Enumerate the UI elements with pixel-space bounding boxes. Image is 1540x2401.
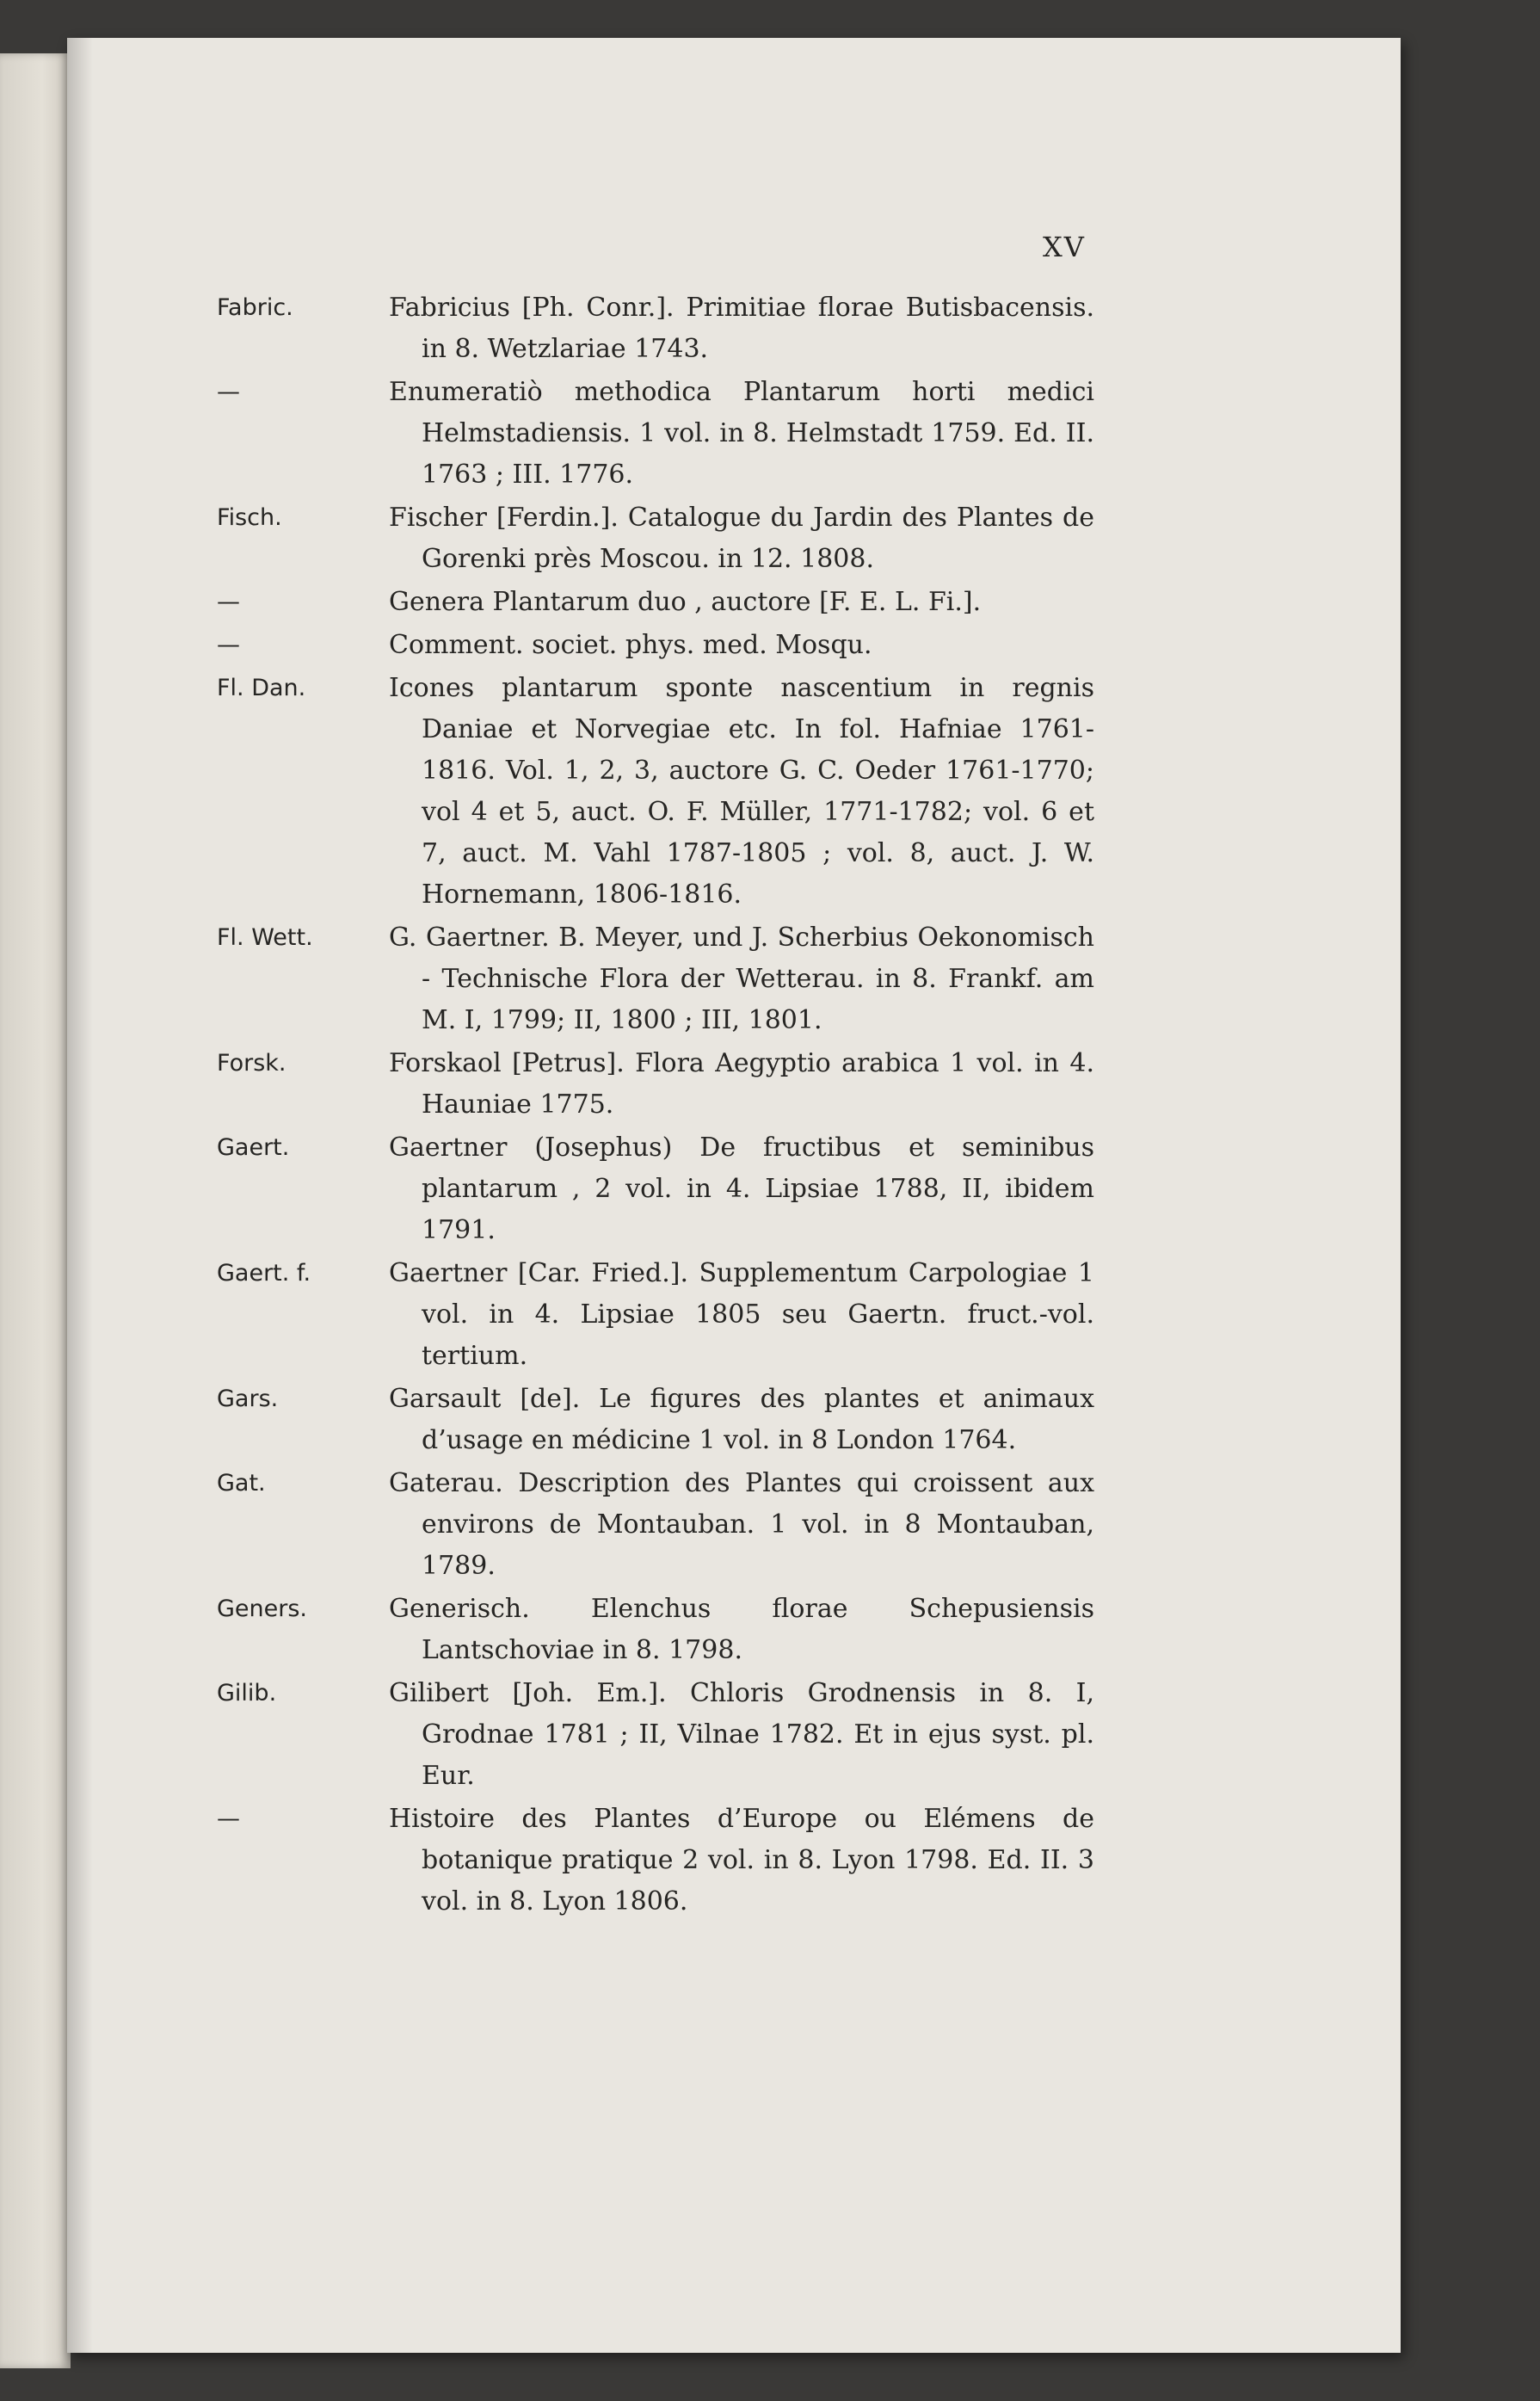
bibliography-entry: [217, 668, 1094, 916]
entry-text: Gaterau. Description des Plantes qui croissent aux environs de Montauban. 1 vol. in 8 Montauban, 1789.: [389, 1468, 1094, 1581]
entry-abbreviation: —: [217, 1805, 240, 1832]
bibliography-entry: [217, 1589, 1094, 1671]
entry-text: Fischer [Ferdin.]. Catalogue du Jardin des Plantes de Gorenki près Moscou. in 12. 1808.: [389, 503, 1094, 574]
bibliography-entry: [217, 917, 1094, 1041]
entry-abbreviation: —: [217, 589, 240, 615]
bibliography-entry: [217, 497, 1094, 580]
entry-text: Gilibert [Joh. Em.]. Chloris Grodnensis in 8. I, Grodnae 1781 ; II, Vilnae 1782. Et in ejus syst. pl. Eur.: [389, 1678, 1094, 1791]
entry-abbreviation: Fisch.: [217, 504, 282, 531]
entry-text: Garsault [de]. Le figures des plantes et animaux d’usage en médicine 1 vol. in 8 London 1764.: [389, 1384, 1094, 1455]
entry-abbreviation: —: [217, 632, 240, 658]
bibliography-entry: [217, 625, 1094, 666]
entry-abbreviation: Geners.: [217, 1596, 308, 1622]
page-number: XV: [1043, 231, 1086, 263]
bibliography-entry: [217, 582, 1094, 623]
bibliography-entry: [217, 372, 1094, 496]
entry-abbreviation: Gars.: [217, 1386, 279, 1412]
bibliography-entry: [217, 1463, 1094, 1587]
entry-text: Histoire des Plantes d’Europe ou Elémens de botanique pratique 2 vol. in 8. Lyon 1798. Ed. II. 3 vol. in 8. Lyon 1806.: [389, 1804, 1094, 1916]
bibliography-entry: [217, 1253, 1094, 1377]
entry-text: Genera Plantarum duo , auctore [F. E. L. Fi.].: [389, 587, 982, 617]
entry-abbreviation: Fl. Dan.: [217, 675, 306, 701]
entry-abbreviation: Gat.: [217, 1470, 266, 1497]
entry-text: Icones plantarum sponte nascentium in regnis Daniae et Norvegiae etc. In fol. Hafniae 1761-1816. Vol. 1, 2, 3, auctore G. C. Oeder 1761-1770; vol 4 et 5, auct. O. F. Müller, 1771-1782; vol. 6 et 7, auct. M. Vahl 1787-1805 ; vol. 8, auct. J. W. Hornemann, 1806-1816.: [389, 673, 1094, 910]
bibliography-list: [217, 287, 1094, 1924]
entry-abbreviation: Gaert.: [217, 1134, 290, 1161]
entry-text: Comment. societ. phys. med. Mosqu.: [389, 630, 872, 660]
entry-abbreviation: —: [217, 379, 240, 405]
entry-text: Fabricius [Ph. Conr.]. Primitiae florae Butisbacensis. in 8. Wetzlariae 1743.: [389, 293, 1094, 364]
entry-text: Gaertner [Car. Fried.]. Supplementum Carpologiae 1 vol. in 4. Lipsiae 1805 seu Gaertn. fruct.-vol. tertium.: [389, 1258, 1094, 1371]
bibliography-entry: [217, 1673, 1094, 1797]
bibliography-entry: [217, 1127, 1094, 1251]
bibliography-entry: [217, 287, 1094, 370]
entry-abbreviation: Forsk.: [217, 1050, 286, 1077]
entry-abbreviation: Fabric.: [217, 294, 293, 321]
entry-abbreviation: Gilib.: [217, 1680, 277, 1707]
facing-page-edge: [0, 53, 71, 2368]
entry-text: Gaertner (Josephus) De fructibus et seminibus plantarum , 2 vol. in 4. Lipsiae 1788, II, ibidem 1791.: [389, 1133, 1094, 1245]
bibliography-entry: [217, 1379, 1094, 1461]
entry-text: Forskaol [Petrus]. Flora Aegyptio arabica 1 vol. in 4. Hauniae 1775.: [389, 1048, 1094, 1120]
entry-abbreviation: Fl. Wett.: [217, 924, 313, 951]
entry-text: Generisch. Elenchus florae Schepusiensis Lantschoviae in 8. 1798.: [389, 1594, 1094, 1665]
entry-text: G. Gaertner. B. Meyer, und J. Scherbius Oekonomisch - Technische Flora der Wetterau. in 8. Frankf. am M. I, 1799; II, 1800 ; III, 1801.: [389, 923, 1094, 1035]
bibliography-entry: [217, 1799, 1094, 1923]
page-gutter-shadow: [67, 38, 93, 2353]
entry-text: Enumeratiò methodica Plantarum horti medici Helmstadiensis. 1 vol. in 8. Helmstadt 1759. Ed. II. 1763 ; III. 1776.: [389, 377, 1094, 490]
entry-abbreviation: Gaert. f.: [217, 1260, 311, 1287]
bibliography-entry: [217, 1043, 1094, 1126]
